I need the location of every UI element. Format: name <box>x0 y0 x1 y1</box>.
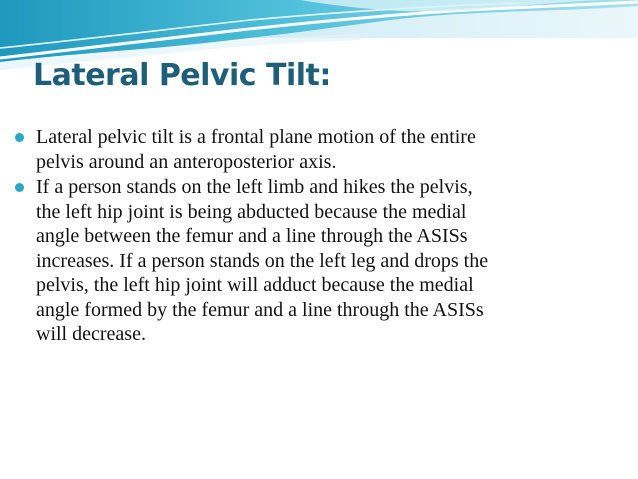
bullet-list <box>14 125 614 348</box>
bullet-icon <box>15 133 24 142</box>
bullet-2-line-6: angle formed by the femur and a line through the ASISs <box>36 298 484 321</box>
bullet-item-1 <box>14 125 614 174</box>
bullet-2-line-4: increases. If a person stands on the left leg and drops the <box>36 249 489 272</box>
bullet-2-line-5: pelvis, the left hip joint will adduct because the medial <box>36 274 474 296</box>
bullet-2-line-2: the left hip joint is being abducted because the medial <box>36 200 467 223</box>
bullet-item-2 <box>14 175 614 347</box>
bullet-icon <box>15 183 24 192</box>
bullet-2-line-1: If a person stands on the left limb and hikes the pelvis, <box>36 176 473 198</box>
bullet-2-line-3: angle between the femur and a line through the ASISs <box>36 225 468 247</box>
bullet-1-line-1: Lateral pelvic tilt is a frontal plane motion of the entire <box>36 126 476 148</box>
bullet-2-line-7: will decrease. <box>36 323 146 345</box>
slide-title: Lateral Pelvic Tilt: <box>33 58 331 93</box>
bullet-1-line-2: pelvis around an anteroposterior axis. <box>36 150 337 173</box>
